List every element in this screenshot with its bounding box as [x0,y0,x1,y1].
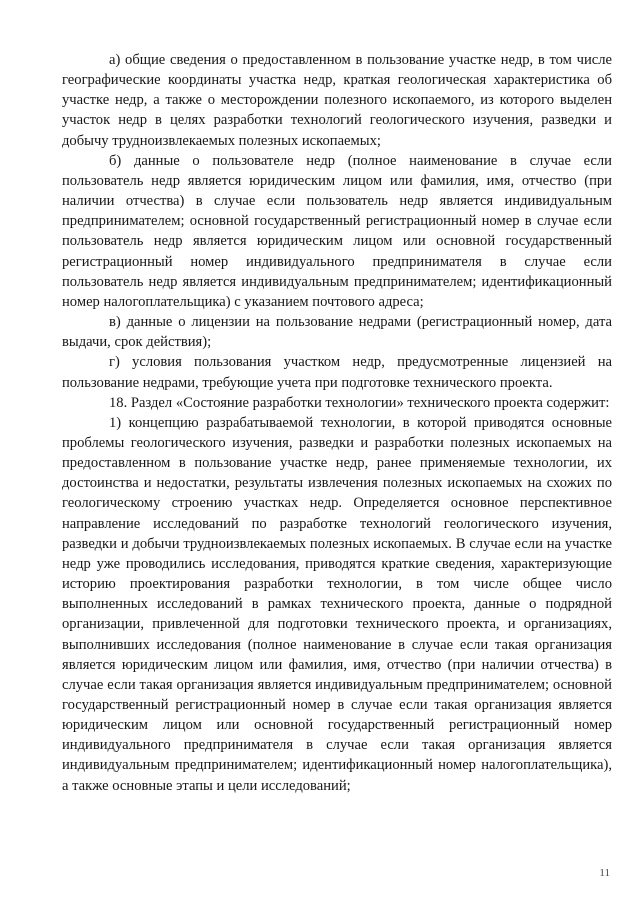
paragraph-item-a: а) общие сведения о предоставленном в пользование участке недр, в том числе географические координаты участка недр, краткая геологическая характеристика об участке недр, а также о месторождении полезного ископаемого, из которого выделен участок недр в целях разработки технологий геологического изучения, разведки и добычу трудноизвлекаемых полезных ископаемых; [62,52,612,149]
section-18-heading: 18. Раздел «Состояние разработки технологии» технического проекта содержит: [109,394,610,411]
paragraph-item-1: 1) концепцию разрабатываемой технологии, в которой приводятся основные проблемы геологического изучения, разведки и разработки полезных ископаемых на предоставленном в пользование участке недр, ранее применяемые технологии, их достоинства и недостатки, результаты извлечения полезных ископаемых на схожих по геологическому строению участках недр. Определяется основное перспективное направление исследований по разработке технологий геологического изучения, разведки и добычи трудноизвлекаемых полезных ископаемых. В случае если на участке недр уже проводились исследования, приводятся краткие сведения, характеризующие историю проектирования разработки технологии, в том числе общее число выполненных исследований в рамках технического проекта, данные о подрядной организации, привлеченной для подготовки технического проекта, и организациях, выполнивших исследования (полное наименование в случае если такая организация является юридическим лицом или фамилия, имя, отчество (при наличии отчества) в случае если такая организация является индивидуальным предпринимателем; основной государственный регистрационный номер в случае если такая организация является юридическим лицом или основной государственный регистрационный номер индивидуального предпринимателя в случае если такая организация является индивидуальным предпринимателем; идентификационный номер налогоплательщика), а также основные этапы и цели исследований; [62,414,612,794]
document-body [62,50,612,796]
paragraph-item-g: г) условия пользования участком недр, предусмотренные лицензией на пользование недрами, требующие учета при подготовке технического проекта. [62,354,612,391]
paragraph-item-v: в) данные о лицензии на пользование недрами (регистрационный номер, дата выдачи, срок действия); [62,314,612,351]
paragraph-item-b: б) данные о пользователе недр (полное наименование в случае если пользователь недр является юридическим лицом или фамилия, имя, отчество (при наличии отчества) в случае если пользователь недр является индивидуальным предпринимателем; основной государственный регистрационный номер в случае если пользователь недр является юридическим лицом или основной государственный регистрационный номер индивидуального предпринимателя в случае если пользователь недр является индивидуальным предпринимателем; идентификационный номер налогоплательщика) с указанием почтового адреса; [62,152,612,310]
page-number: 11 [599,867,610,879]
